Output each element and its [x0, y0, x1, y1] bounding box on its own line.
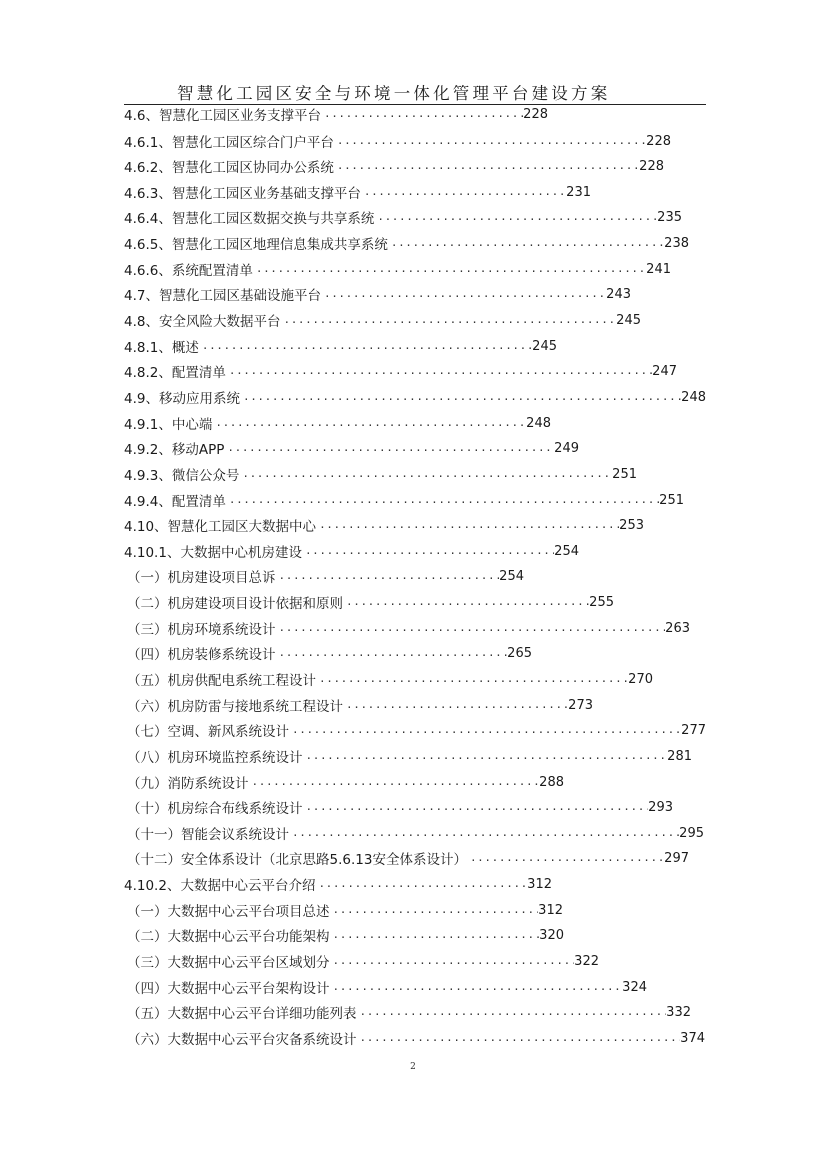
toc-entry-label: （二）机房建设项目设计依据和原则 [127, 596, 343, 612]
toc-entry[interactable] [127, 618, 690, 638]
dot-leader [388, 233, 664, 253]
toc-entry[interactable] [124, 104, 548, 124]
toc-entry[interactable] [124, 233, 689, 253]
dot-leader [276, 643, 508, 663]
toc-entry-label: 4.8、安全风险大数据平台 [124, 314, 281, 330]
toc-entry-page: 249 [554, 440, 579, 456]
toc-entry-page: 312 [527, 876, 552, 892]
toc-entry-label: （三）大数据中心云平台区域划分 [127, 955, 330, 971]
dot-leader [361, 182, 566, 202]
toc-entry-label: 4.9.1、中心端 [124, 417, 213, 433]
toc-entry-page: 251 [659, 492, 684, 508]
toc-entry[interactable] [124, 259, 671, 279]
dot-leader [302, 541, 554, 561]
toc-entry-page: 322 [574, 953, 599, 969]
toc-entry[interactable] [124, 874, 552, 894]
toc-entry[interactable] [124, 131, 671, 151]
dot-leader [316, 669, 628, 689]
toc-entry-page: 293 [648, 799, 673, 815]
dot-leader [212, 413, 526, 433]
toc-entry-label: 4.10.2、大数据中心云平台介绍 [124, 878, 316, 894]
dot-leader [226, 490, 659, 510]
toc-entry-page: 253 [619, 517, 644, 533]
toc-entry[interactable] [124, 336, 557, 356]
dot-leader [240, 387, 681, 407]
toc-entry[interactable] [127, 925, 564, 945]
dot-leader [289, 720, 681, 740]
dot-leader [276, 566, 500, 586]
dot-leader [249, 772, 540, 792]
dot-leader [226, 361, 652, 381]
dot-leader [303, 797, 649, 817]
toc-entry[interactable] [124, 515, 644, 535]
toc-entry-page: 235 [657, 209, 682, 225]
toc-entry-page: 295 [679, 825, 704, 841]
toc-entry[interactable] [124, 207, 682, 227]
toc-entry-page: 228 [646, 133, 671, 149]
toc-entry-page: 251 [612, 466, 637, 482]
toc-entry[interactable] [124, 413, 551, 433]
toc-entry-label: （十一）智能会议系统设计 [127, 827, 289, 843]
toc-entry-label: 4.6、智慧化工园区业务支撑平台 [124, 108, 321, 124]
toc-entry-page: 231 [566, 184, 591, 200]
toc-entry[interactable] [127, 643, 532, 663]
toc-entry-page: 228 [523, 106, 548, 122]
dot-leader [334, 131, 646, 151]
toc-entry[interactable] [127, 1028, 705, 1048]
toc-entry-label: 4.10、智慧化工园区大数据中心 [124, 519, 317, 535]
toc-entry-page: 273 [568, 697, 593, 713]
toc-entry-page: 243 [606, 286, 631, 302]
dot-leader [357, 1028, 681, 1048]
toc-entry-label: 4.6.2、智慧化工园区协同办公系统 [124, 160, 334, 176]
toc-entry-label: （五）大数据中心云平台详细功能列表 [127, 1006, 357, 1022]
toc-entry-page: 238 [664, 235, 689, 251]
toc-entry-label: 4.6.6、系统配置清单 [124, 263, 253, 279]
dot-leader [467, 848, 664, 868]
dot-leader [253, 259, 646, 279]
toc-entry[interactable] [124, 438, 579, 458]
toc-entry-page: 245 [616, 312, 641, 328]
toc-entry-page: 254 [554, 543, 579, 559]
dot-leader [321, 284, 606, 304]
toc-entry-label: （十二）安全体系设计（北京思路5.6.13安全体系设计） [127, 852, 467, 868]
toc-entry[interactable] [124, 310, 641, 330]
toc-entry-label: 4.6.1、智慧化工园区综合门户平台 [124, 135, 334, 151]
toc-entry[interactable] [127, 1002, 691, 1022]
toc-entry-page: 281 [667, 748, 692, 764]
dot-leader [224, 438, 554, 458]
dot-leader [343, 695, 568, 715]
toc-entry-label: 4.9、移动应用系统 [124, 391, 240, 407]
toc-entry-label: （六）大数据中心云平台灾备系统设计 [127, 1032, 357, 1048]
toc-entry-page: 320 [539, 927, 564, 943]
dot-leader [276, 618, 666, 638]
toc-entry-label: （四）机房装修系统设计 [127, 647, 276, 663]
toc-entry-page: 241 [646, 261, 671, 277]
toc-entry[interactable] [127, 592, 614, 612]
dot-leader [280, 310, 616, 330]
toc-entry-page: 324 [622, 979, 647, 995]
dot-leader [315, 874, 527, 894]
dot-leader [330, 925, 540, 945]
toc-entry[interactable] [127, 669, 653, 689]
toc-entry[interactable] [127, 951, 599, 971]
toc-entry-page: 254 [499, 568, 524, 584]
toc-entry-label: 4.10.1、大数据中心机房建设 [124, 545, 302, 561]
toc-entry-label: 4.8.2、配置清单 [124, 365, 226, 381]
toc-entry[interactable] [127, 977, 647, 997]
toc-entry-page: 263 [665, 620, 690, 636]
toc-entry[interactable] [124, 541, 579, 561]
toc-entry[interactable] [127, 797, 673, 817]
toc-entry-label: （十）机房综合布线系统设计 [127, 801, 303, 817]
toc-entry-label: （四）大数据中心云平台架构设计 [127, 981, 330, 997]
toc-entry-label: 4.9.2、移动APP [124, 442, 225, 458]
page-number: 2 [410, 1062, 416, 1072]
toc-entry[interactable] [124, 284, 631, 304]
toc-entry[interactable] [124, 490, 684, 510]
dot-leader [239, 464, 612, 484]
toc-entry[interactable] [124, 464, 637, 484]
toc-entry-label: 4.6.5、智慧化工园区地理信息集成共享系统 [124, 237, 388, 253]
toc-entry-label: 4.7、智慧化工园区基础设施平台 [124, 288, 321, 304]
toc-entry-page: 270 [628, 671, 653, 687]
document-title: 智慧化工园区安全与环境一体化管理平台建设方案 [177, 84, 611, 103]
dot-leader [374, 207, 657, 227]
toc-entry[interactable] [127, 772, 564, 792]
toc-entry[interactable] [124, 182, 591, 202]
toc-entry-label: 4.9.4、配置清单 [124, 494, 226, 510]
toc-entry[interactable] [127, 900, 563, 920]
toc-entry[interactable] [127, 695, 593, 715]
toc-entry-page: 247 [652, 363, 677, 379]
toc-entry-label: （七）空调、新风系统设计 [127, 724, 289, 740]
dot-leader [343, 592, 589, 612]
toc-entry-page: 255 [589, 594, 614, 610]
toc-entry-label: 4.6.3、智慧化工园区业务基础支撑平台 [124, 186, 361, 202]
toc-entry-page: 248 [526, 415, 551, 431]
toc-entry-page: 288 [539, 774, 564, 790]
dot-leader [199, 336, 532, 356]
toc-entry-label: （九）消防系统设计 [127, 776, 249, 792]
toc-entry-page: 297 [664, 850, 689, 866]
toc-entry-page: 374 [680, 1030, 705, 1046]
toc-entry[interactable] [127, 823, 704, 843]
dot-leader [321, 104, 523, 124]
toc-entry-label: （五）机房供配电系统工程设计 [127, 673, 316, 689]
toc-entry[interactable] [124, 156, 664, 176]
toc-entry-page: 312 [538, 902, 563, 918]
dot-leader [330, 951, 575, 971]
dot-leader [334, 156, 639, 176]
toc-entry-label: 4.6.4、智慧化工园区数据交换与共享系统 [124, 211, 375, 227]
toc-entry-page: 332 [666, 1004, 691, 1020]
toc-entry-page: 248 [681, 389, 706, 405]
toc-entry[interactable] [127, 848, 689, 868]
toc-entry[interactable] [127, 720, 706, 740]
toc-entry-label: （三）机房环境系统设计 [127, 622, 276, 638]
toc-entry-label: （一）机房建设项目总诉 [127, 570, 276, 586]
toc-entry[interactable] [124, 387, 706, 407]
dot-leader [289, 823, 679, 843]
toc-entry-label: （六）机房防雷与接地系统工程设计 [127, 699, 343, 715]
toc-entry-label: （八）机房环境监控系统设计 [127, 750, 303, 766]
dot-leader [303, 746, 668, 766]
toc-entry-label: 4.9.3、微信公众号 [124, 468, 240, 484]
toc-entry-label: 4.8.1、概述 [124, 340, 199, 356]
dot-leader [330, 977, 623, 997]
toc-entry[interactable] [124, 361, 677, 381]
toc-entry-page: 265 [507, 645, 532, 661]
toc-entry-page: 228 [639, 158, 664, 174]
toc-entry-page: 277 [681, 722, 706, 738]
toc-entry[interactable] [127, 566, 524, 586]
dot-leader [357, 1002, 667, 1022]
toc-entry-label: （一）大数据中心云平台项目总述 [127, 904, 330, 920]
toc-entry[interactable] [127, 746, 692, 766]
toc-entry-page: 245 [532, 338, 557, 354]
toc-entry-label: （二）大数据中心云平台功能架构 [127, 929, 330, 945]
dot-leader [330, 900, 539, 920]
dot-leader [316, 515, 619, 535]
